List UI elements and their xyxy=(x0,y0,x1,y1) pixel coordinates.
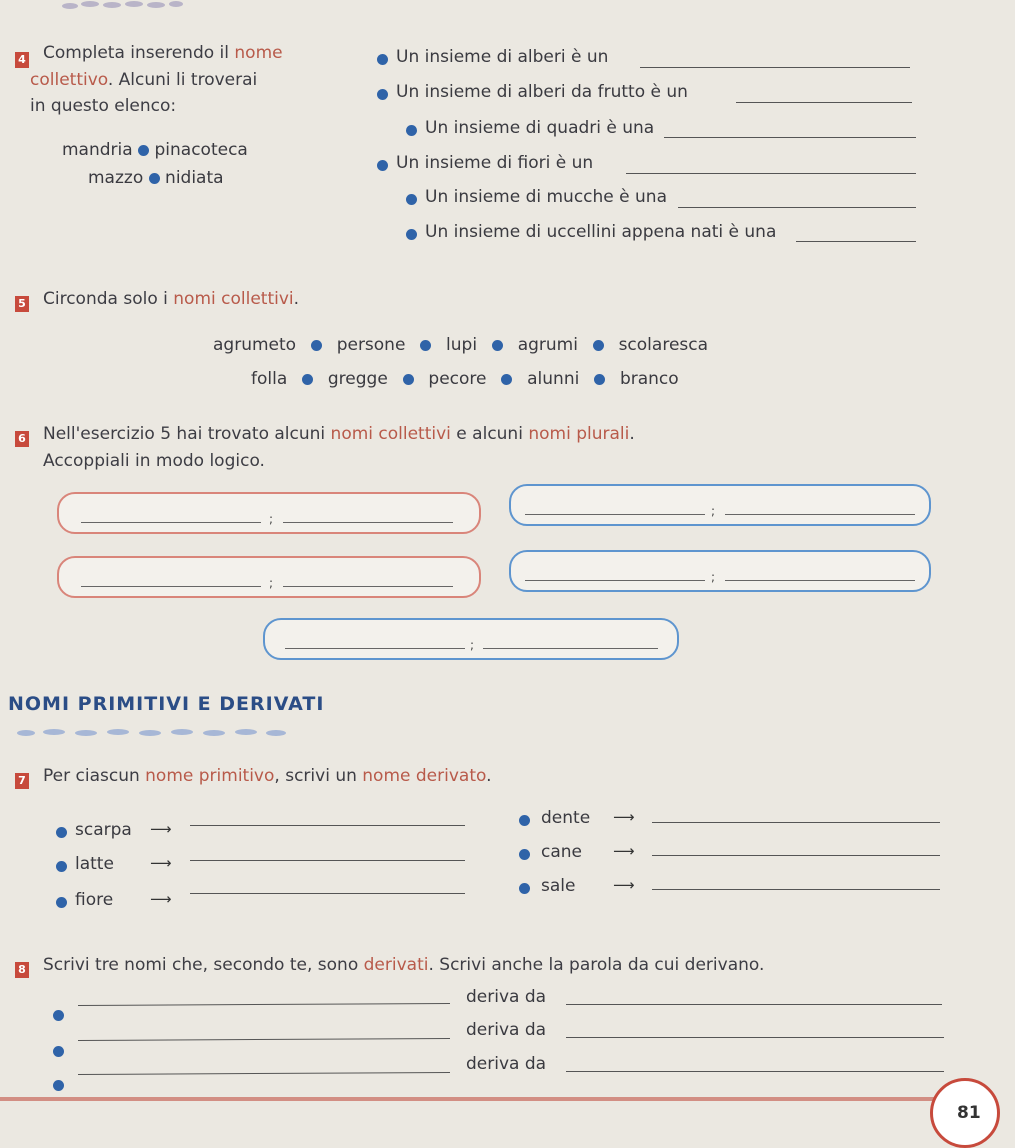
deriva-da-label: deriva da xyxy=(466,1054,547,1074)
bullet-icon xyxy=(56,861,67,872)
bullet-icon xyxy=(594,374,605,385)
highlight-nome-derivato: nome derivato xyxy=(362,766,487,786)
exercise-8-instruction: Scrivi tre nomi che, secondo te, sono derivati. Scrivi anche la parola da cui derivano. xyxy=(43,955,765,975)
sentence-1: Un insieme di alberi è un xyxy=(396,47,609,67)
exercise-4-instruction-line2: collettivo. Alcuni li troverai xyxy=(30,70,258,90)
word-lupi[interactable]: lupi xyxy=(446,335,478,355)
bullet-icon xyxy=(311,340,322,351)
arrow-icon: ⟶ xyxy=(150,820,172,838)
primitive-word-3: fiore xyxy=(75,890,114,910)
bullet-icon xyxy=(138,145,149,156)
sentence-5: Un insieme di mucche è una xyxy=(425,187,667,207)
bullet-icon xyxy=(377,160,388,171)
exercise-4-instruction-line3: in questo elenco: xyxy=(30,96,177,116)
exercise-6-number: 6 xyxy=(15,431,29,447)
bullet-icon xyxy=(377,54,388,65)
derived-answer-line[interactable] xyxy=(190,893,465,894)
word-alunni[interactable]: alunni xyxy=(527,369,580,389)
bullet-icon xyxy=(420,340,431,351)
bullet-icon xyxy=(501,374,512,385)
exercise-5-instruction: Circonda solo i nomi collettivi. xyxy=(43,289,300,309)
answer-line[interactable] xyxy=(626,173,916,174)
pair-box-1[interactable]: ; xyxy=(57,492,481,534)
word-folla[interactable]: folla xyxy=(251,369,288,389)
sentence-2: Un insieme di alberi da frutto è un xyxy=(396,82,688,102)
deriva-da-label: deriva da xyxy=(466,1020,547,1040)
derived-word-line[interactable] xyxy=(78,1038,450,1041)
primitive-word-4: dente xyxy=(541,808,591,828)
arrow-icon: ⟶ xyxy=(613,876,635,894)
origin-word-line[interactable] xyxy=(566,1071,944,1072)
bullet-icon xyxy=(406,125,417,136)
exercise-4-number: 4 xyxy=(15,52,29,68)
bullet-icon xyxy=(56,897,67,908)
word-persone[interactable]: persone xyxy=(336,335,406,355)
origin-word-line[interactable] xyxy=(566,1037,944,1038)
exercise-6-instruction-line1: Nell'esercizio 5 hai trovato alcuni nomi collettivi e alcuni nomi plurali. xyxy=(43,424,635,444)
bullet-icon xyxy=(519,883,530,894)
pair-box-2[interactable]: ; xyxy=(509,484,931,526)
page-number: 81 xyxy=(930,1078,1000,1148)
origin-word-line[interactable] xyxy=(566,1004,942,1005)
bullet-icon xyxy=(377,89,388,100)
top-decoration xyxy=(30,0,190,14)
bullet-icon xyxy=(403,374,414,385)
exercise-7-instruction: Per ciascun nome primitivo, scrivi un nome derivato. xyxy=(43,766,492,786)
exercise-4-instruction-line1: Completa inserendo il nome xyxy=(43,43,283,63)
derived-answer-line[interactable] xyxy=(190,825,465,826)
bullet-icon xyxy=(406,229,417,240)
sentence-6: Un insieme di uccellini appena nati è una xyxy=(425,222,777,242)
bullet-icon xyxy=(149,173,160,184)
answer-line[interactable] xyxy=(664,137,916,138)
highlight-collettivo: collettivo xyxy=(30,70,108,90)
derived-answer-line[interactable] xyxy=(652,855,940,856)
word-row-1 xyxy=(213,335,708,355)
answer-line[interactable] xyxy=(640,67,910,68)
arrow-icon: ⟶ xyxy=(150,890,172,908)
section-title: NOMI PRIMITIVI E DERIVATI xyxy=(8,693,325,715)
word-branco[interactable]: branco xyxy=(619,369,679,389)
bullet-icon xyxy=(53,1080,64,1091)
bullet-icon xyxy=(53,1046,64,1057)
sentence-4: Un insieme di fiori è un xyxy=(396,153,594,173)
word-list-row2: mazzo nidiata xyxy=(88,168,224,188)
word-pecore[interactable]: pecore xyxy=(428,369,487,389)
footer-line xyxy=(0,1097,935,1101)
word-list-row1: mandria pinacoteca xyxy=(62,140,248,160)
bullet-icon xyxy=(519,849,530,860)
highlight-derivati: derivati xyxy=(363,955,429,975)
arrow-icon: ⟶ xyxy=(613,808,635,826)
bullet-icon xyxy=(406,194,417,205)
bullet-icon xyxy=(53,1010,64,1021)
bullet-icon xyxy=(302,374,313,385)
primitive-word-5: cane xyxy=(541,842,582,862)
exercise-5-number: 5 xyxy=(15,296,29,312)
sentence-3: Un insieme di quadri è una xyxy=(425,118,655,138)
highlight-nomi-collettivi: nomi collettivi xyxy=(330,424,451,444)
word-agrumeto[interactable]: agrumeto xyxy=(213,335,297,355)
pair-box-4[interactable]: ; xyxy=(509,550,931,592)
word-gregge[interactable]: gregge xyxy=(327,369,388,389)
exercise-8-number: 8 xyxy=(15,962,29,978)
bullet-icon xyxy=(492,340,503,351)
highlight-nomi-collettivi: nomi collettivi xyxy=(173,289,294,309)
primitive-word-1: scarpa xyxy=(75,820,132,840)
highlight-nome-primitivo: nome primitivo xyxy=(145,766,275,786)
derived-word-line[interactable] xyxy=(78,1003,450,1006)
arrow-icon: ⟶ xyxy=(150,854,172,872)
bullet-icon xyxy=(519,815,530,826)
primitive-word-6: sale xyxy=(541,876,576,896)
highlight-nomi-plurali: nomi plurali xyxy=(528,424,630,444)
pair-box-5[interactable]: ; xyxy=(263,618,679,660)
word-row-2 xyxy=(251,369,679,389)
answer-line[interactable] xyxy=(736,102,912,103)
derived-answer-line[interactable] xyxy=(652,822,940,823)
word-agrumi[interactable]: agrumi xyxy=(517,335,578,355)
derived-word-line[interactable] xyxy=(78,1072,450,1075)
word-scolaresca[interactable]: scolaresca xyxy=(618,335,709,355)
bullet-icon xyxy=(56,827,67,838)
highlight-nome: nome xyxy=(234,43,283,63)
deriva-da-label: deriva da xyxy=(466,987,547,1007)
derived-answer-line[interactable] xyxy=(190,860,465,861)
primitive-word-2: latte xyxy=(75,854,114,874)
derived-answer-line[interactable] xyxy=(652,889,940,890)
exercise-6-instruction-line2: Accoppiali in modo logico. xyxy=(43,451,265,471)
arrow-icon: ⟶ xyxy=(613,842,635,860)
section-decoration xyxy=(8,726,308,740)
exercise-7-number: 7 xyxy=(15,773,29,789)
answer-line[interactable] xyxy=(796,241,916,242)
bullet-icon xyxy=(593,340,604,351)
answer-line[interactable] xyxy=(678,207,916,208)
pair-box-3[interactable]: ; xyxy=(57,556,481,598)
